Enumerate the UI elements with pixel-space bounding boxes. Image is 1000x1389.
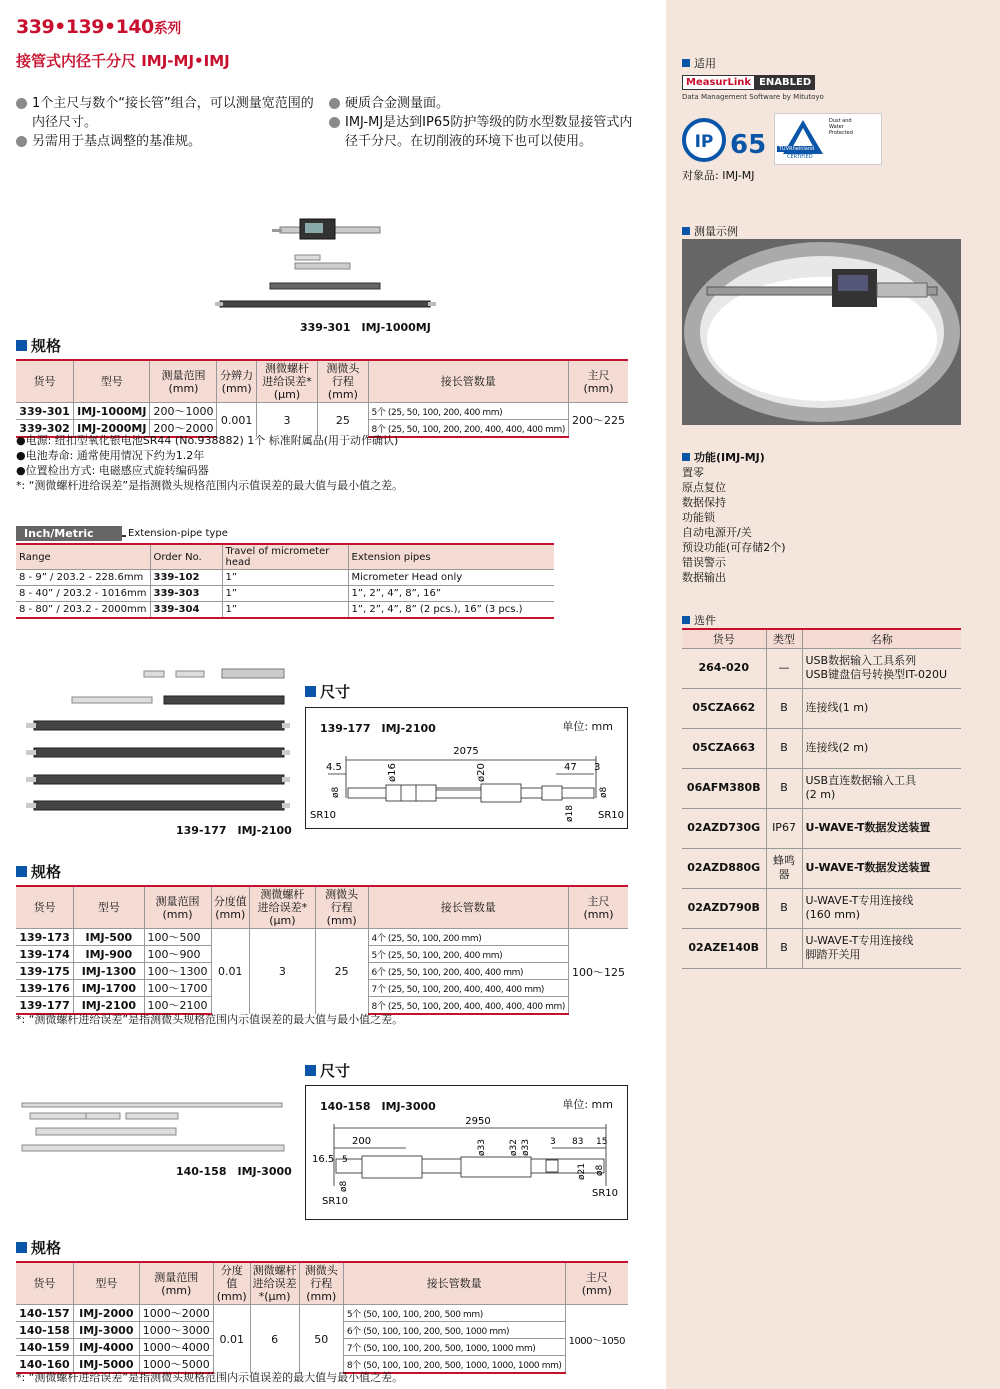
- cell: 1”: [222, 602, 348, 618]
- dim-label: 5: [342, 1155, 348, 1165]
- col-header: 测量范围 (mm): [144, 886, 211, 929]
- table-row: [16, 929, 628, 946]
- table-row: [16, 586, 554, 602]
- cell: 339-303: [150, 586, 222, 602]
- feed-error: 3: [256, 403, 317, 438]
- applicable-label: 适用: [682, 55, 716, 71]
- options-label: 选件: [682, 612, 716, 628]
- extension-pipes: 6个 (25, 50, 100, 200, 400, 400 mm): [368, 963, 568, 980]
- option-no: 06AFM380B: [682, 768, 766, 808]
- range: 100～500: [144, 929, 211, 946]
- page-title: 339•139•140系列: [16, 16, 181, 38]
- table-row: [682, 768, 961, 808]
- col-header: 名称: [802, 629, 961, 648]
- main-scale: 100～125: [568, 929, 628, 1015]
- cell: 1”, 2”, 4”, 8” (2 pcs.), 16” (3 pcs.): [348, 602, 554, 618]
- extension-pipes: 8个 (50, 100, 100, 200, 500, 1000, 1000, 1000 mm): [343, 1356, 565, 1374]
- table-row: [16, 570, 554, 586]
- product-image-imj-2100: [14, 665, 294, 815]
- cell: 8 - 9” / 203.2 - 228.6mm: [16, 570, 150, 586]
- feed-error: 6: [250, 1305, 299, 1374]
- function-item: 原点复位: [682, 481, 726, 494]
- dim-label: 83: [572, 1137, 584, 1147]
- product-image-imj-1000mj: [210, 215, 440, 320]
- model: IMJ-3000: [73, 1322, 139, 1339]
- option-type: B: [766, 928, 802, 968]
- note: ●电源: 纽扣型氧化银电池SR44 (No.938882) 1个 标准附属品(用于动作确认): [16, 434, 399, 447]
- stroke: 25: [318, 403, 368, 438]
- note: ●电池寿命: 通常使用情况下约为1.2年: [16, 449, 205, 462]
- dim-label: 4.5: [326, 762, 342, 773]
- dim-label: 3: [594, 762, 601, 773]
- feed-error: 3: [250, 929, 316, 1015]
- order-no: 139-177: [16, 997, 74, 1015]
- option-no: 02AZD790B: [682, 888, 766, 928]
- feature-item: 另需用于基点调整的基准规。: [16, 132, 316, 151]
- range: 100～1700: [144, 980, 211, 997]
- option-name: U-WAVE-T专用连接线 (160 mm): [802, 888, 961, 928]
- function-item: 功能锁: [682, 511, 715, 524]
- col-header: 型号: [73, 1262, 139, 1305]
- graduation: 0.01: [211, 929, 250, 1015]
- stroke: 50: [299, 1305, 343, 1374]
- option-name: USB直连数据输入工具 (2 m): [802, 768, 961, 808]
- model: IMJ-1700: [74, 980, 144, 997]
- cell: 1”: [222, 586, 348, 602]
- order-no: 140-159: [16, 1339, 73, 1356]
- ip-text: IP: [694, 132, 714, 152]
- col-header: 货号: [16, 886, 74, 929]
- table-row: [682, 888, 961, 928]
- dimension-drawing-imj-3000: [305, 1085, 628, 1220]
- feature-item: IMJ-MJ是达到IP65防护等级的防水型数显接管式内径千分尺。在切削液的环境下也可以使用。: [329, 113, 634, 151]
- section-marker: [682, 227, 690, 235]
- figure-caption: 139-177 IMJ-2100: [176, 824, 292, 837]
- dim-label: 2950: [465, 1116, 491, 1127]
- model: IMJ-2000: [73, 1305, 139, 1322]
- option-name: U-WAVE-T专用连接线 脚踏开关用: [802, 928, 961, 968]
- inch-metric-table: [16, 543, 554, 619]
- note: ●位置检出方式: 电磁感应式旋转编码器: [16, 464, 209, 477]
- extension-pipes: 5个 (50, 100, 100, 200, 500 mm): [343, 1305, 565, 1322]
- ip65-text: 65: [730, 130, 767, 160]
- section-marker: [682, 616, 690, 624]
- col-header: 接长管数量: [368, 360, 568, 403]
- main-scale: 200～225: [568, 403, 628, 438]
- col-header: 货号: [16, 360, 74, 403]
- function-item: 预设功能(可存储2个): [682, 541, 786, 554]
- section-marker: [305, 686, 316, 697]
- badge-line: [122, 535, 126, 537]
- range: 1000～3000: [139, 1322, 213, 1339]
- measurlink-sub: Data Management Software by Mitutoyo: [682, 93, 824, 101]
- col-header: 分辨力 (mm): [217, 360, 256, 403]
- dim-label: 200: [352, 1136, 372, 1147]
- option-no: 02AZE140B: [682, 928, 766, 968]
- option-no: 02AZD880G: [682, 848, 766, 888]
- section-marker: [16, 866, 27, 877]
- example-label: 测量示例: [682, 223, 738, 239]
- col-header: 测微头 行程 (mm): [318, 360, 368, 403]
- resolution: 0.001: [217, 403, 256, 438]
- order-no: 139-173: [16, 929, 74, 946]
- option-type: B: [766, 688, 802, 728]
- cell: Micrometer Head only: [348, 570, 554, 586]
- tuv-lines: Dust and Water Protected: [829, 118, 853, 136]
- col-header: Range: [16, 544, 150, 570]
- section-marker: [305, 1065, 316, 1076]
- option-name: 连接线(1 m): [802, 688, 961, 728]
- option-type: IP67: [766, 808, 802, 848]
- option-no: 05CZA663: [682, 728, 766, 768]
- drawing-unit: 单位: mm: [562, 1098, 613, 1111]
- model: IMJ-500: [74, 929, 144, 946]
- extension-pipes: 7个 (25, 50, 100, 200, 400, 400, 400 mm): [368, 980, 568, 997]
- option-type: B: [766, 728, 802, 768]
- range: 200～1000: [150, 403, 217, 420]
- option-name: 连接线(2 m): [802, 728, 961, 768]
- dim-label: ø32: [509, 1139, 519, 1156]
- feature-list-right: [329, 94, 634, 151]
- model: IMJ-2000MJ: [74, 420, 150, 438]
- extension-pipes: 5个 (25, 50, 100, 200, 400 mm): [368, 946, 568, 963]
- note: *: “测微螺杆进给误差”是指测微头规格范围内示值误差的最大值与最小值之差。: [16, 1371, 404, 1384]
- function-item: 数据保持: [682, 496, 726, 509]
- order-no: 339-302: [16, 420, 74, 438]
- target-product: 对象品: IMJ-MJ: [682, 169, 755, 182]
- dim-label: ø16: [387, 763, 398, 782]
- product-image-imj-3000: [14, 1097, 294, 1157]
- dimension-drawing-imj-2100: [305, 707, 628, 829]
- range: 100～900: [144, 946, 211, 963]
- dim-label: SR10: [592, 1188, 619, 1199]
- table-row: [16, 602, 554, 618]
- option-type: —: [766, 648, 802, 688]
- functions-list: [682, 449, 786, 585]
- model: IMJ-2100: [74, 997, 144, 1015]
- dim-label: 3: [550, 1137, 556, 1147]
- drawing-model: 140-158 IMJ-3000: [320, 1100, 436, 1113]
- page-subtitle: 接管式内径千分尺 IMJ-MJ•IMJ: [16, 52, 230, 70]
- col-header: Extension pipes: [348, 544, 554, 570]
- range: 100～2100: [144, 997, 211, 1015]
- model: IMJ-4000: [73, 1339, 139, 1356]
- order-no: 139-175: [16, 963, 74, 980]
- extension-pipes: 8个 (25, 50, 100, 200, 200, 400, 400, 400 mm): [368, 420, 568, 438]
- figure-caption: 339-301 IMJ-1000MJ: [300, 321, 431, 334]
- col-header: 测微螺杆 进给误差*(μm): [250, 886, 316, 929]
- option-name: U-WAVE-T数据发送装置: [802, 848, 961, 888]
- dim-label: SR10: [310, 810, 337, 821]
- range: 1000～4000: [139, 1339, 213, 1356]
- section-marker: [16, 1242, 27, 1253]
- col-header: 分度值 (mm): [213, 1262, 250, 1305]
- col-header: 主尺 (mm): [568, 886, 628, 929]
- col-header: 测微头 行程 (mm): [315, 886, 368, 929]
- function-item: 错误警示: [682, 556, 726, 569]
- range: 200～2000: [150, 420, 217, 438]
- dim-label: ø8: [331, 786, 341, 798]
- extension-pipes: 4个 (25, 50, 100, 200 mm): [368, 929, 568, 946]
- section-heading-dim: 尺寸: [305, 681, 350, 702]
- col-header: 分度值 (mm): [211, 886, 250, 929]
- drawing-svg: [306, 1114, 626, 1218]
- model: IMJ-1300: [74, 963, 144, 980]
- dim-label: SR10: [322, 1196, 349, 1207]
- drawing-unit: 单位: mm: [562, 720, 613, 733]
- table-row: [682, 928, 961, 968]
- option-type: B: [766, 768, 802, 808]
- section-heading-dim: 尺寸: [305, 1060, 350, 1081]
- sidebar: [666, 0, 1000, 1389]
- col-header: 接长管数量: [368, 886, 568, 929]
- range: 1000～2000: [139, 1305, 213, 1322]
- section-marker: [682, 59, 690, 67]
- tuv-text: TÜVRheinland: [779, 146, 815, 152]
- note: *: “测微螺杆进给误差”是指测微头规格范围内示值误差的最大值与最小值之差。: [16, 479, 404, 492]
- model: IMJ-5000: [73, 1356, 139, 1374]
- drawing-model: 139-177 IMJ-2100: [320, 722, 436, 735]
- function-item: 置零: [682, 466, 704, 479]
- spec-table-140: [16, 1261, 628, 1374]
- col-header: 型号: [74, 886, 144, 929]
- table-row: [682, 728, 961, 768]
- section-heading-spec: 规格: [16, 1237, 61, 1258]
- option-no: 02AZD730G: [682, 808, 766, 848]
- section-marker: [16, 340, 27, 351]
- feature-item: 1个主尺与数个“接长管”组合，可以测量宽范围的内径尺寸。: [16, 94, 316, 132]
- model: IMJ-1000MJ: [74, 403, 150, 420]
- col-header: 类型: [766, 629, 802, 648]
- dim-label: SR10: [598, 810, 625, 821]
- col-header: 货号: [682, 629, 766, 648]
- spec-table-339: [16, 359, 628, 438]
- graduation: 0.01: [213, 1305, 250, 1374]
- section-heading-spec: 规格: [16, 861, 61, 882]
- cell: 339-102: [150, 570, 222, 586]
- dim-label: 47: [564, 762, 577, 773]
- stroke: 25: [315, 929, 368, 1015]
- order-no: 139-176: [16, 980, 74, 997]
- order-no: 339-301: [16, 403, 74, 420]
- option-no: 05CZA662: [682, 688, 766, 728]
- order-no: 140-158: [16, 1322, 73, 1339]
- inch-metric-badge: Inch/Metric: [16, 526, 122, 541]
- feature-list-left: [16, 94, 316, 151]
- table-row: [682, 808, 961, 848]
- dim-label: ø20: [476, 763, 487, 782]
- order-no: 140-160: [16, 1356, 73, 1374]
- col-header: 主尺 (mm): [565, 1262, 628, 1305]
- dim-label: ø33: [477, 1139, 487, 1156]
- dim-label: ø21: [577, 1163, 587, 1180]
- main-scale: 1000～1050: [565, 1305, 628, 1374]
- col-header: 型号: [74, 360, 150, 403]
- option-type: 蜂鸣器: [766, 848, 802, 888]
- notes-block: [16, 433, 403, 493]
- feature-item: 硬质合金测量面。: [329, 94, 634, 113]
- cell: 339-304: [150, 602, 222, 618]
- option-name: U-WAVE-T数据发送装置: [802, 808, 961, 848]
- cell: 1”: [222, 570, 348, 586]
- extension-pipes: 7个 (50, 100, 100, 200, 500, 1000, 1000 mm): [343, 1339, 565, 1356]
- table-row: [16, 403, 628, 420]
- inch-table-type: Extension-pipe type: [128, 528, 228, 539]
- dim-label: 15: [596, 1137, 608, 1147]
- col-header: 货号: [16, 1262, 73, 1305]
- option-name: USB数据输入工具系列 USB键盘信号转换型IT-020U: [802, 648, 961, 688]
- col-header: 测微螺杆 进给误差*(μm): [250, 1262, 299, 1305]
- col-header: 测量范围 (mm): [139, 1262, 213, 1305]
- extension-pipes: 6个 (50, 100, 100, 200, 500, 1000 mm): [343, 1322, 565, 1339]
- table-row: [16, 1305, 628, 1322]
- col-header: 主尺 (mm): [568, 360, 628, 403]
- section-marker: [682, 453, 690, 461]
- dim-label: 16.5: [312, 1154, 335, 1165]
- range: 1000～5000: [139, 1356, 213, 1374]
- dim-label: ø8: [339, 1180, 349, 1192]
- measurement-example-photo: [682, 239, 961, 425]
- option-type: B: [766, 888, 802, 928]
- extension-pipes: 8个 (25, 50, 100, 200, 400, 400, 400, 400 mm): [368, 997, 568, 1015]
- extension-pipes: 5个 (25, 50, 100, 200, 400 mm): [368, 403, 568, 420]
- figure-caption: 140-158 IMJ-3000: [176, 1165, 292, 1178]
- measurlink-logo: MeasurLink ENABLED: [682, 75, 815, 90]
- spec-table-139: [16, 885, 628, 1015]
- table-row: [682, 848, 961, 888]
- dim-label: ø8: [595, 1164, 605, 1176]
- certified-text: CERTIFIED: [787, 154, 813, 160]
- cell: 1”, 2”, 4”, 8”, 16”: [348, 586, 554, 602]
- col-header: 测微头 行程 (mm): [299, 1262, 343, 1305]
- option-no: 264-020: [682, 648, 766, 688]
- function-item: 数据输出: [682, 571, 726, 584]
- functions-title: 功能(IMJ-MJ): [682, 449, 786, 465]
- note: *: “测微螺杆进给误差”是指测微头规格范围内示值误差的最大值与最小值之差。: [16, 1013, 404, 1026]
- drawing-svg: [306, 738, 626, 828]
- tuv-certificate: [774, 113, 882, 165]
- col-header: 接长管数量: [343, 1262, 565, 1305]
- dim-label: ø8: [599, 786, 609, 798]
- order-no: 140-157: [16, 1305, 73, 1322]
- order-no: 139-174: [16, 946, 74, 963]
- col-header: Order No.: [150, 544, 222, 570]
- cell: 8 - 80” / 203.2 - 2000mm: [16, 602, 150, 618]
- col-header: Travel of micrometer head: [222, 544, 348, 570]
- range: 100～1300: [144, 963, 211, 980]
- cell: 8 - 40” / 203.2 - 1016mm: [16, 586, 150, 602]
- dim-label: ø33: [521, 1139, 531, 1156]
- table-row: [682, 648, 961, 688]
- table-row: [682, 688, 961, 728]
- section-heading-spec: 规格: [16, 335, 61, 356]
- dim-label: ø18: [565, 805, 575, 822]
- model: IMJ-900: [74, 946, 144, 963]
- function-item: 自动电源开/关: [682, 526, 752, 539]
- col-header: 测微螺杆 进给误差*(μm): [256, 360, 317, 403]
- options-table: [682, 628, 961, 969]
- dim-label: 2075: [453, 746, 479, 757]
- col-header: 测量范围 (mm): [150, 360, 217, 403]
